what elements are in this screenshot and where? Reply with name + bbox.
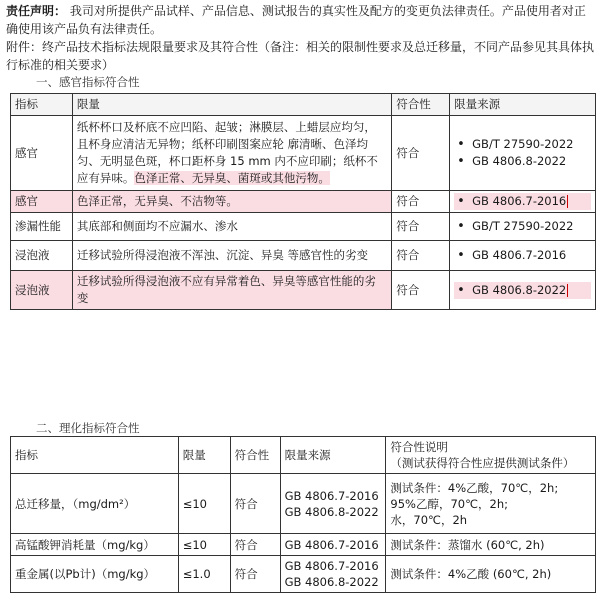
source-item: • GB 4806.8-2022 [454,153,591,170]
header-line: 符合性说明 [390,440,448,454]
source-item [454,282,591,299]
limit-cell: ≤10 [178,534,230,556]
conformity-cell: 符合 [392,191,450,213]
notes-cell: 测试条件：4%乙酸 (60℃, 2h) [386,556,596,593]
indicator-cell: 感官 [11,191,73,213]
indicator-cell: 高锰酸钾消耗量（mg/kg） [11,534,179,556]
conformity-cell: 符合 [392,213,450,241]
source-line: GB 4806.8-2022 [284,504,379,519]
note-line: 测试条件：4%乙酸，70℃，2h; [390,480,559,495]
indicator-cell: 渗漏性能 [11,213,73,241]
source-cell [450,271,596,310]
sensory-table [10,93,596,310]
table-row [11,116,596,191]
intro-block [6,2,596,74]
conformity-cell: 符合 [230,534,280,556]
limit-cell: 其底部和侧面均不应漏水、渗水 [72,213,391,241]
header-cell: 限量 [178,437,230,474]
source-cell: GB 4806.7-2016 [280,534,386,556]
source-line: GB 4806.7-2016 [284,559,379,573]
source-cell [450,191,596,213]
disclaimer-label: 责任声明： [6,4,67,18]
text-cursor [567,284,568,297]
limit-cell: ≤10 [178,474,230,534]
source-item [454,193,591,210]
indicator-cell: 感官 [11,116,73,191]
limit-cell: ≤1.0 [178,556,230,593]
note-line: 95%乙醇，70℃，2h; [390,496,509,511]
source-item: • GB/T 27590-2022 [454,218,591,235]
physicochemical-table [10,436,596,593]
text-cursor [567,195,568,208]
limit-highlight-text: 色泽正常、无异臭、菌斑或其他污物。 [134,171,330,185]
source-cell [450,116,596,191]
table-row [11,271,596,310]
notes-cell: 测试条件：蒸馏水 (60℃, 2h) [386,534,596,556]
header-cell [386,437,596,474]
source-line: GB 4806.8-2022 [284,575,379,589]
header-cell: 指标 [11,437,179,474]
table-row [11,474,596,534]
conformity-cell: 符合 [230,556,280,593]
table-header-row [11,94,596,116]
notes-cell [386,474,596,534]
indicator-cell: 浸泡液 [11,241,73,271]
attachment-note: 附件：终产品技术指标法规限量要求及其符合性（备注：相关的限制性要求及总迁移量，不同产品参见其具体执行标准的相关要求） [6,40,595,72]
table-header-row [11,437,596,474]
source-cell [450,241,596,271]
conformity-cell: 符合 [392,116,450,191]
header-cell: 限量来源 [450,94,596,116]
header-cell: 限量来源 [280,437,386,474]
source-item: • GB 4806.7-2016 [454,247,591,264]
conformity-cell: 符合 [392,241,450,271]
limit-cell: 色泽正常，无异臭、不洁物等。 [72,191,391,213]
indicator-cell: 浸泡液 [11,271,73,310]
table-row [11,534,596,556]
section2-title: 二、理化指标符合性 [36,421,140,435]
source-cell [280,556,386,593]
indicator-cell: 重金属(以Pb计)（mg/kg） [11,556,179,593]
conformity-cell: 符合 [230,474,280,534]
disclaimer [6,2,596,38]
table-row [11,556,596,593]
table-row [11,213,596,241]
limit-cell: 迁移试验所得浸泡液不应有异常着色、异臭等感官性能的劣变 [72,271,391,310]
source-text: GB 4806.8-2022 [472,282,567,297]
header-cell: 符合性 [230,437,280,474]
source-cell [280,474,386,534]
header-cell: 限量 [72,94,391,116]
source-line: GB 4806.7-2016 [284,488,379,503]
limit-cell: 迁移试验所得浸泡液不浑浊、沉淀、异臭 等感官性的劣变 [72,241,391,271]
source-item: • GB/T 27590-2022 [454,136,591,153]
limit-cell [72,116,391,191]
source-cell [450,213,596,241]
header-cell: 符合性 [392,94,450,116]
table-row [11,191,596,213]
disclaimer-text: 我司对所提供产品试样、产品信息、测试报告的真实性及配方的变更负法律责任。产品使用者对正确使用该产品负有法律责任。 [6,4,586,36]
header-line: （测试获得符合性应提供测试条件） [390,456,575,470]
limit-text: 纸杯杯口及杯底不应凹陷、起皱；淋膜层、上蜡层应均匀，且杯身应清洁无异物；纸杯印刷图案应轮 廓清晰、色泽均匀、无明显色斑，杯口距杯身 15 mm 内不应印刷；纸杯不应有异味。 [76,120,378,185]
indicator-cell: 总迁移量，（mg/dm²） [11,474,179,534]
header-cell: 指标 [11,94,73,116]
table-row [11,241,596,271]
conformity-cell: 符合 [392,271,450,310]
source-text: GB 4806.7-2016 [472,194,567,208]
note-line: 水，70℃，2h [390,512,468,527]
section1-title: 一、感官指标符合性 [36,75,140,89]
